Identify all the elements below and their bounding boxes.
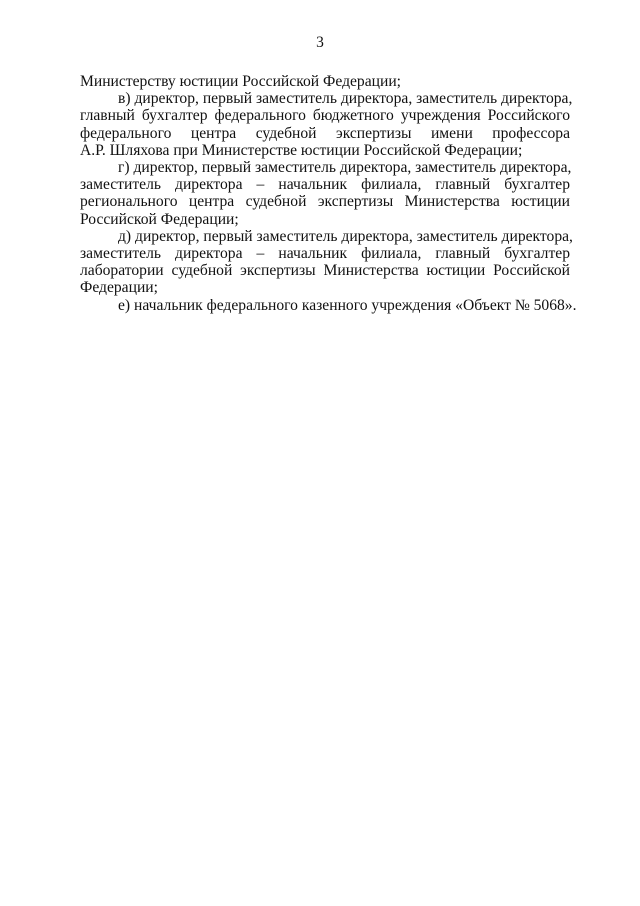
text-line: федерального центра судебной экспертизы имени профессора — [80, 124, 570, 142]
text-line: Российской Федерации; — [80, 210, 239, 228]
text-line: регионального центра судебной экспертизы Министерства юстиции — [80, 193, 570, 211]
text-line: заместитель директора – начальник филиала, главный бухгалтер — [80, 176, 570, 194]
text-line: в) директор, первый заместитель директора, заместитель директора, — [118, 90, 573, 108]
text-line: Федерации; — [80, 279, 158, 297]
text-line: лаборатории судебной экспертизы Министерства юстиции Российской — [80, 262, 570, 280]
paragraph-e — [80, 296, 577, 314]
text-line: главный бухгалтер федерального бюджетного учреждения Российского — [80, 107, 570, 125]
page-number: 3 — [316, 34, 324, 51]
text-line: Министерству юстиции Российской Федерации; — [80, 73, 402, 90]
paragraph-g — [80, 159, 570, 228]
text-line: д) директор, первый заместитель директора, заместитель директора, — [118, 227, 573, 245]
text-line: А.Р. Шляхова при Министерстве юстиции Российской Федерации; — [80, 141, 523, 159]
text-line: е) начальник федерального казенного учреждения «Объект № 5068». — [118, 296, 577, 314]
paragraph-d — [80, 227, 573, 297]
document-body — [80, 73, 577, 314]
text-line: заместитель директора – начальник филиала, главный бухгалтер — [80, 245, 570, 263]
paragraph-continuation — [80, 73, 570, 90]
paragraph-v — [80, 90, 573, 159]
text-line: г) директор, первый заместитель директора, заместитель директора, — [118, 159, 572, 177]
